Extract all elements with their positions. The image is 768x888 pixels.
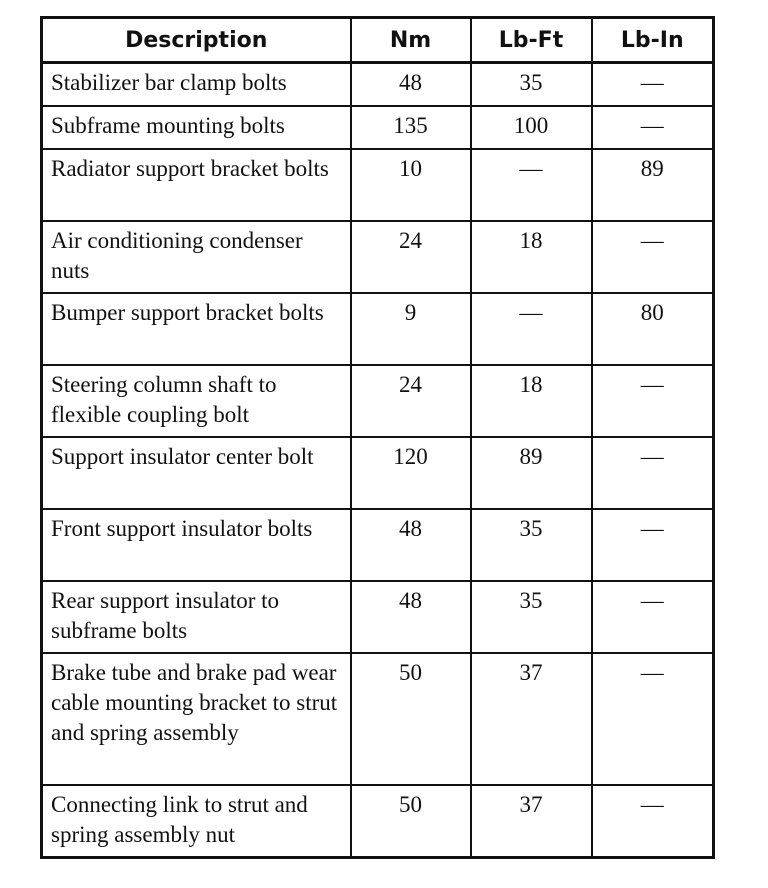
cell-nm: 48	[351, 581, 471, 653]
cell-lb-ft: 35	[471, 509, 592, 581]
cell-description: Rear support insulator to subframe bolts	[42, 581, 351, 653]
cell-lb-ft: —	[471, 293, 592, 365]
table-row	[42, 581, 714, 653]
cell-lb-in: —	[592, 509, 714, 581]
cell-nm: 9	[351, 293, 471, 365]
header-nm: Nm	[351, 18, 471, 63]
cell-lb-in: 89	[592, 149, 714, 221]
header-lb-in: Lb-In	[592, 18, 714, 63]
cell-description: Air conditioning condenser nuts	[42, 221, 351, 293]
cell-lb-in: —	[592, 653, 714, 785]
cell-description: Radiator support bracket bolts	[42, 149, 351, 221]
cell-lb-in: —	[592, 785, 714, 858]
table-row	[42, 785, 714, 858]
header-description: Description	[42, 18, 351, 63]
cell-description: Stabilizer bar clamp bolts	[42, 63, 351, 107]
cell-lb-ft: —	[471, 149, 592, 221]
table-row	[42, 106, 714, 149]
table-row	[42, 365, 714, 437]
table-row	[42, 293, 714, 365]
table-row	[42, 509, 714, 581]
cell-description: Support insulator center bolt	[42, 437, 351, 509]
cell-description: Steering column shaft to flexible coupling bolt	[42, 365, 351, 437]
cell-lb-ft: 35	[471, 581, 592, 653]
cell-lb-ft: 18	[471, 221, 592, 293]
cell-description: Front support insulator bolts	[42, 509, 351, 581]
cell-nm: 50	[351, 653, 471, 785]
table-row	[42, 653, 714, 785]
cell-lb-in: 80	[592, 293, 714, 365]
cell-nm: 48	[351, 509, 471, 581]
table-header-row	[42, 18, 714, 63]
cell-lb-ft: 37	[471, 785, 592, 858]
cell-nm: 120	[351, 437, 471, 509]
cell-lb-in: —	[592, 581, 714, 653]
table-row	[42, 437, 714, 509]
header-lb-ft: Lb-Ft	[471, 18, 592, 63]
table-row	[42, 63, 714, 107]
cell-nm: 48	[351, 63, 471, 107]
torque-specification-table	[40, 16, 715, 859]
table-row	[42, 221, 714, 293]
cell-lb-ft: 35	[471, 63, 592, 107]
cell-lb-ft: 18	[471, 365, 592, 437]
cell-nm: 24	[351, 221, 471, 293]
cell-lb-in: —	[592, 437, 714, 509]
table-row	[42, 149, 714, 221]
cell-nm: 10	[351, 149, 471, 221]
cell-description: Bumper support bracket bolts	[42, 293, 351, 365]
cell-nm: 24	[351, 365, 471, 437]
cell-lb-ft: 37	[471, 653, 592, 785]
cell-lb-in: —	[592, 106, 714, 149]
cell-description: Connecting link to strut and spring assembly nut	[42, 785, 351, 858]
cell-description: Brake tube and brake pad wear cable mounting bracket to strut and spring assembly	[42, 653, 351, 785]
cell-lb-in: —	[592, 63, 714, 107]
cell-lb-in: —	[592, 221, 714, 293]
cell-description: Subframe mounting bolts	[42, 106, 351, 149]
cell-lb-ft: 89	[471, 437, 592, 509]
cell-nm: 50	[351, 785, 471, 858]
cell-lb-ft: 100	[471, 106, 592, 149]
cell-lb-in: —	[592, 365, 714, 437]
cell-nm: 135	[351, 106, 471, 149]
